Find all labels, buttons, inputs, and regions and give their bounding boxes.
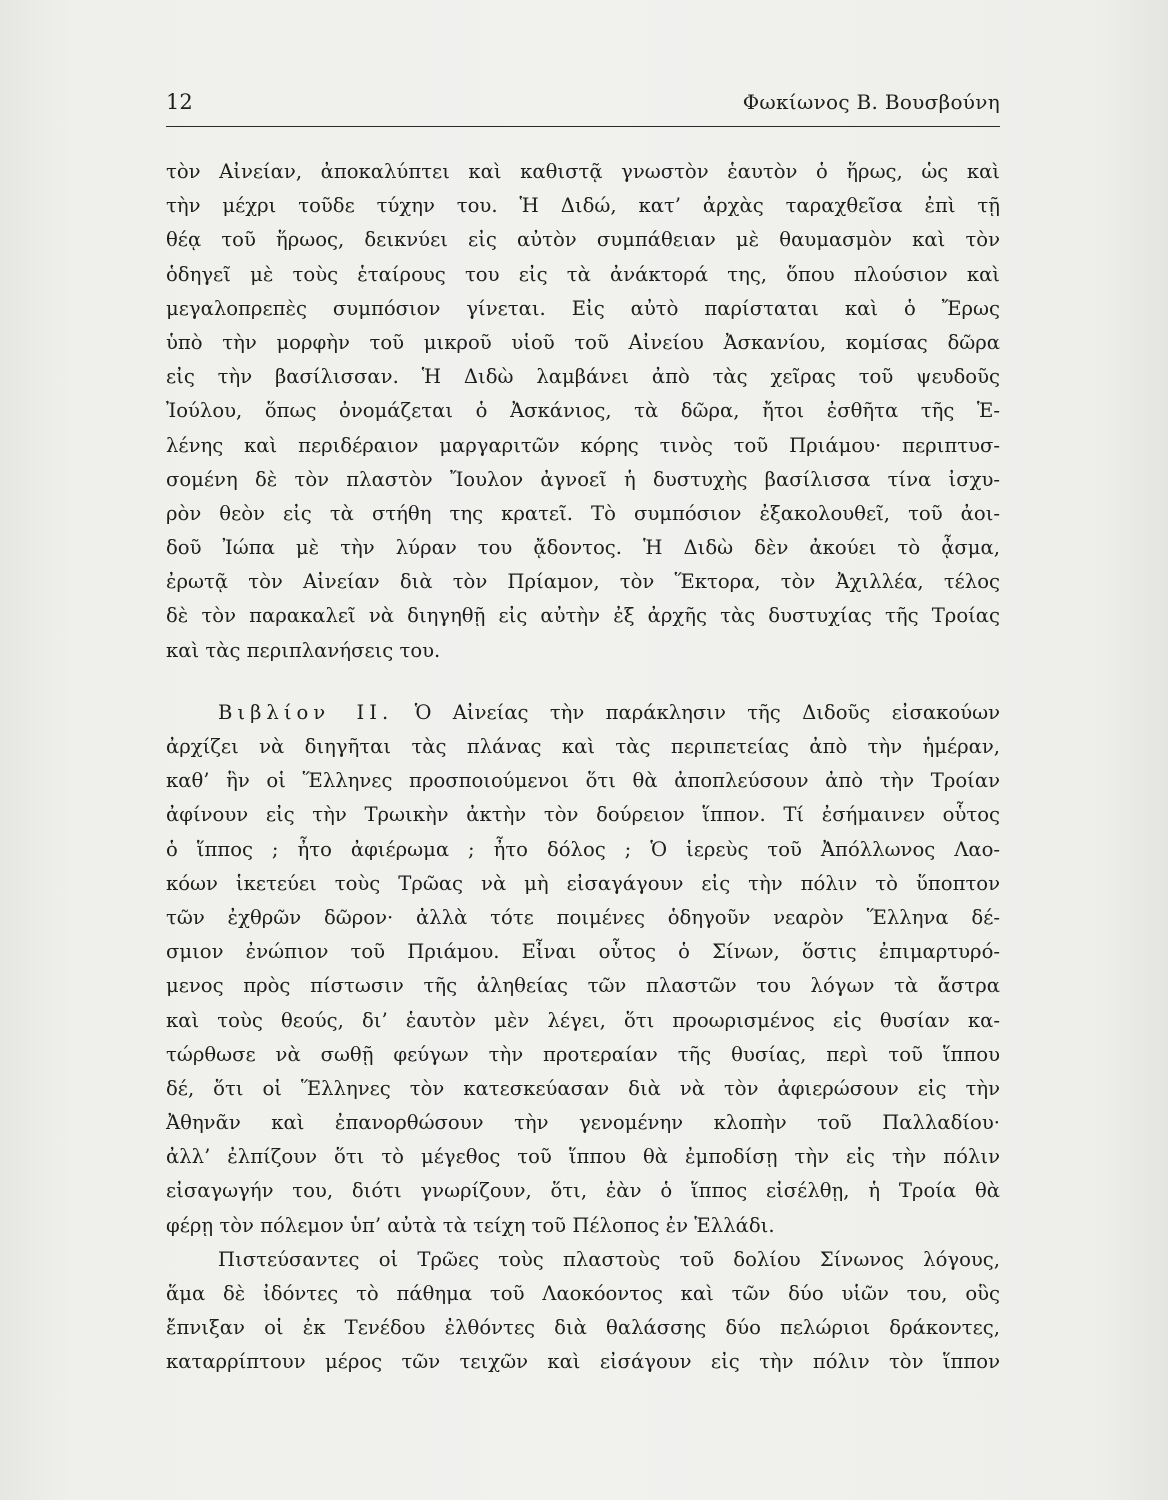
text-line: ὑπὸ τὴν μορφὴν τοῦ μικροῦ υἱοῦ τοῦ Αἰνείου Ἀσκανίου, κομίσας δῶρα — [166, 330, 1000, 354]
text-line: καθ’ ἣν οἱ Ἕλληνες προσποιούμενοι ὅτι θὰ ἀποπλεύσουν ἀπὸ τὴν Τροίαν — [166, 769, 1000, 793]
text-line: καὶ τοὺς θεούς, δι’ ἑαυτὸν μὲν λέγει, ὅτι προωρισμένος εἰς θυσίαν κα- — [166, 1008, 1000, 1032]
text-line: τώρθωσε νὰ σωθῇ φεύγων τὴν προτεραίαν τῆς θυσίας, περὶ τοῦ ἵππου — [166, 1042, 1000, 1066]
paragraph-3 — [166, 1243, 1000, 1380]
text-line: ἀφίνουν εἰς τὴν Τρωικὴν ἀκτὴν τὸν δούρειον ἵππον. Τί ἐσήμαινεν οὗτος — [166, 803, 1000, 827]
text-line: θέᾳ τοῦ ἥρωος, δεικνύει εἰς αὐτὸν συμπάθειαν μὲ θαυμασμὸν καὶ τὸν — [166, 228, 1000, 252]
book-label: Βιβλίον ΙΙ. — [218, 700, 394, 724]
paragraph-2 — [166, 696, 1000, 1243]
text-line: Ἰούλου, ὅπως ὀνομάζεται ὁ Ἀσκάνιος, τὰ δῶρα, ἤτοι ἐσθῆτα τῆς Ἑ- — [166, 399, 1000, 423]
text-line: δοῦ Ἰώπα μὲ τὴν λύραν του ᾄδοντος. Ἡ Διδὼ δὲν ἀκούει τὸ ᾆσμα, — [166, 536, 1000, 560]
text-line: ὁ ἵππος ; ἦτο ἀφιέρωμα ; ἦτο δόλος ; Ὁ ἱερεὺς τοῦ Ἀπόλλωνος Λαο- — [166, 837, 1000, 861]
text-line: φέρῃ τὸν πόλεμον ὑπ’ αὐτὰ τὰ τείχη τοῦ Πέλοπος ἐν Ἑλλάδι. — [166, 1213, 775, 1237]
text-line: τὸν Αἰνείαν, ἀποκαλύπτει καὶ καθιστᾷ γνωστὸν ἑαυτὸν ὁ ἥρως, ὡς καὶ — [166, 160, 1000, 183]
text-line: καταρρίπτουν μέρος τῶν τειχῶν καὶ εἰσάγουν εἰς τὴν πόλιν τὸν ἵππον — [166, 1350, 1000, 1374]
text-line: Ἀθηνᾶν καὶ ἐπανορθώσουν τὴν γενομένην κλοπὴν τοῦ Παλλαδίου· — [166, 1111, 1000, 1135]
text-line: τὴν μέχρι τοῦδε τύχην του. Ἡ Διδώ, κατ’ ἀρχὰς ταραχθεῖσα ἐπὶ τῇ — [166, 194, 1000, 218]
text-line: ἔπνιξαν οἱ ἐκ Τενέδου ἐλθόντες διὰ θαλάσσης δύο πελώριοι δράκοντες, — [166, 1316, 1000, 1340]
page-number: 12 — [166, 90, 193, 114]
text-line: λένης καὶ περιδέραιον μαργαριτῶν κόρης τινὸς τοῦ Πριάμου· περιπτυσ- — [166, 433, 1000, 457]
text-line: ἅμα δὲ ἰδόντες τὸ πάθημα τοῦ Λαοκόοντος καὶ τῶν δύο υἱῶν του, οὓς — [166, 1282, 1000, 1305]
page-header — [166, 88, 1000, 124]
text-line: εἰσαγωγήν του, διότι γνωρίζουν, ὅτι, ἐὰν ὁ ἵππος εἰσέλθῃ, ἡ Τροία θὰ — [166, 1179, 1000, 1203]
text-line: μενος πρὸς πίστωσιν τῆς ἀληθείας τῶν πλαστῶν του λόγων τὰ ἄστρα — [166, 974, 1000, 998]
text-line: Πιστεύσαντες οἱ Τρῶες τοὺς πλαστοὺς τοῦ δολίου Σίνωνος λόγους, — [218, 1247, 1000, 1271]
text-line: δέ, ὅτι οἱ Ἕλληνες τὸν κατεσκεύασαν διὰ νὰ τὸν ἀφιερώσουν εἰς τὴν — [166, 1076, 1000, 1100]
text-line: σμιον ἐνώπιον τοῦ Πριάμου. Εἶναι οὗτος ὁ Σίνων, ὅστις ἐπιμαρτυρό- — [166, 940, 1000, 964]
text-line: ἀρχίζει νὰ διηγῆται τὰς πλάνας καὶ τὰς περιπετείας ἀπὸ τὴν ἡμέραν, — [166, 735, 1000, 758]
text-line: ὁδηγεῖ μὲ τοὺς ἑταίρους του εἰς τὰ ἀνάκτορά της, ὅπου πλούσιον καὶ — [166, 262, 1000, 286]
text-line: τῶν ἐχθρῶν δῶρον· ἀλλὰ τότε ποιμένες ὁδηγοῦν νεαρὸν Ἕλληνα δέ- — [166, 905, 1000, 929]
text-line — [166, 696, 1000, 730]
text-line: ρὸν θεὸν εἰς τὰ στήθη της κρατεῖ. Τὸ συμπόσιον ἐξακολουθεῖ, τοῦ ἀοι- — [166, 501, 1000, 525]
text-line: μεγαλοπρεπὲς συμπόσιον γίνεται. Εἰς αὐτὸ παρίσταται καὶ ὁ Ἔρως — [166, 296, 1000, 320]
paragraph-gap — [166, 668, 1000, 696]
text-line: δὲ τὸν παρακαλεῖ νὰ διηγηθῇ εἰς αὐτὴν ἐξ ἀρχῆς τὰς δυστυχίας τῆς Τροίας — [166, 604, 1000, 628]
text-line: καὶ τὰς περιπλανήσεις του. — [166, 638, 441, 662]
running-title: Φωκίωνος Β. Βουσβούνη — [742, 90, 1000, 114]
header-rule — [166, 126, 1000, 127]
text-line: εἰς τὴν βασίλισσαν. Ἡ Διδὼ λαμβάνει ἀπὸ τὰς χεῖρας τοῦ ψευδοῦς — [166, 365, 1000, 389]
text-line: ἐρωτᾷ τὸν Αἰνείαν διὰ τὸν Πρίαμον, τὸν Ἕκτορα, τὸν Ἀχιλλέα, τέλος — [166, 570, 1000, 594]
text-line: σομένη δὲ τὸν πλαστὸν Ἴουλον ἀγνοεῖ ἡ δυστυχὴς βασίλισσα τίνα ἰσχυ- — [166, 467, 1000, 491]
body-text — [166, 155, 1000, 1380]
text-line: κόων ἱκετεύει τοὺς Τρῶας νὰ μὴ εἰσαγάγουν εἰς τὴν πόλιν τὸ ὕποπτον — [166, 871, 1000, 895]
first-line-rest: Ὁ Αἰνείας τὴν παράκλησιν τῆς Διδοῦς εἰσακούων — [414, 700, 1000, 724]
paragraph-1 — [166, 155, 1000, 668]
text-line: ἀλλ’ ἐλπίζουν ὅτι τὸ μέγεθος τοῦ ἵππου θὰ ἐμποδίσῃ τὴν εἰς τὴν πόλιν — [166, 1145, 1000, 1169]
